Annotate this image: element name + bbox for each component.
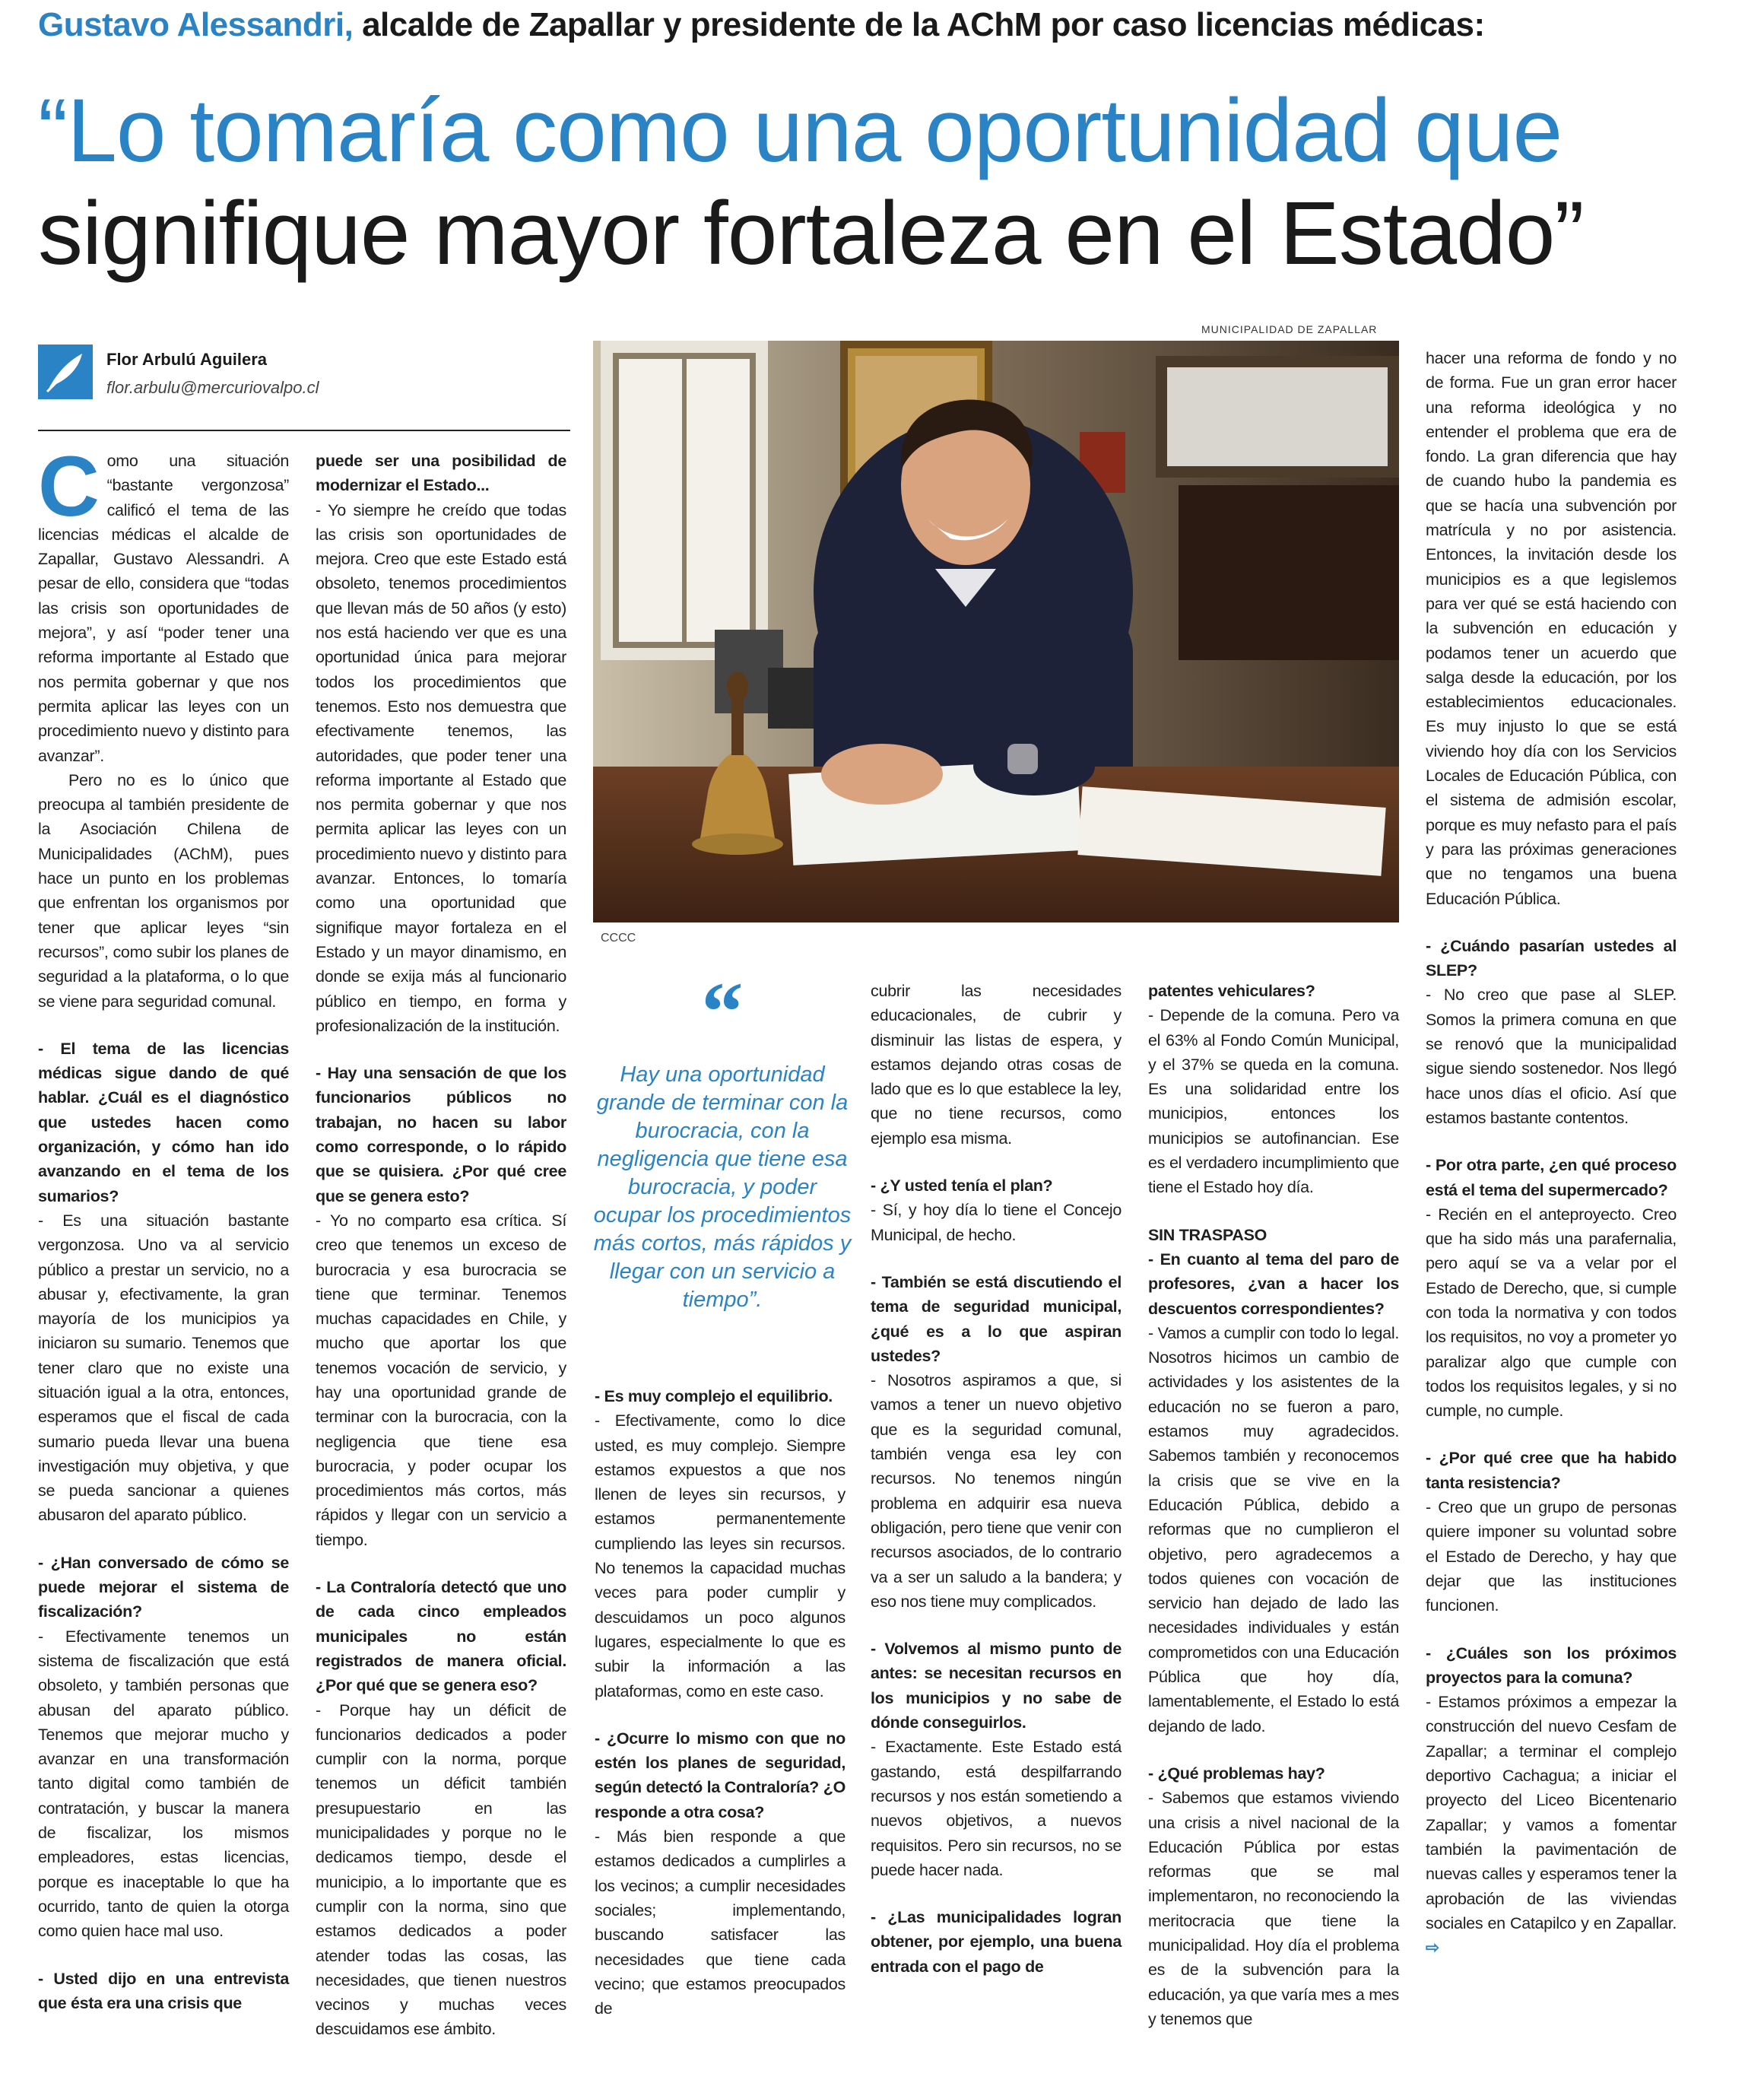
byline-email[interactable]: flor.arbulu@mercuriovalpo.cl <box>106 378 319 397</box>
question: - El tema de las licencias médicas sigue dando de qué hablar. ¿Cuál es el diagnóstico que ustedes hacen como organización, y cómo han ido avanzando en el tema de los sumarios? <box>38 1039 289 1205</box>
question: - ¿Qué problemas hay? <box>1148 1764 1325 1783</box>
question: - ¿Ocurre lo mismo con que no estén los planes de seguridad, según detectó la Contraloría? ¿O responde a otra cosa? <box>595 1729 846 1821</box>
feather-icon <box>38 345 93 399</box>
question: - ¿Cuándo pasarían ustedes al SLEP? <box>1426 936 1677 980</box>
answer: - Depende de la comuna. Pero va el 63% al Fondo Común Municipal, y el 37% se queda en la comuna. Es una solidaridad entre los municipios, entonces los municipios se autofinancian. Ese es el verdadero incumplimiento que tiene el Estado hoy día. <box>1148 1006 1399 1197</box>
column-3 <box>595 1384 846 2021</box>
answer: - Vamos a cumplir con todo lo legal. Nosotros hicimos un cambio de actividades y los asistentes de la educación no se fueron a paro, estamos muy agradecidos. Sabemos también y reconocemos la crisis que se vive en la Educación Pública, debido a reformas que no cumplieron el objetivo, pero agradecemos a todos quienes con vocación de servicio han dejado de lado las necesidades individuales y están comprometidos con una Educación Pública que hoy día, lamentablemente, el Estado lo está dejando de lado. <box>1148 1323 1399 1735</box>
answer: - Efectivamente tenemos un sistema de fiscalización que está obsoleto, y también personas que abusan del aparato público. Tenemos que mejorar mucho y avanzar en una transformación tanto digital como también de contratación, y buscar la manera de fiscalizar, los mismos empleadores, estas licencias, porque es inaceptable lo que ha ocurrido, tanto de quien la otorga como quien hace mal uso. <box>38 1627 289 1941</box>
answer: - Es una situación bastante vergonzosa. Uno va al servicio público a prestar un servicio, no a abusar y, efectivamente, la gran mayoría de los municipios ya iniciaron su sumario. Tenemos que tener claro que no existe una situación igual a la otra, entonces, esperamos que el fiscal de cada sumario pueda llevar una buena investigación muy objetiva, y que se pueda sancionar a quienes abusaron del aparato público. <box>38 1211 289 1525</box>
answer: - Estamos próximos a empezar la construcción del nuevo Cesfam de Zapallar; a terminar el complejo deportivo Cachagua; a iniciar el proyecto del Liceo Bicentenario Zapallar; y vamos a fomentar también la pavimentación de nuevas calles y esperamos tener la aprobación de las viviendas sociales en Catapilco y en Zapallar. <box>1426 1693 1677 1932</box>
answer: - No creo que pase al SLEP. Somos la primera comuna en que se renovó que la municipalidad sigue siendo sostenedor. Nos llegó hace unos días el oficio. Así que estamos bastante contentos. <box>1426 986 1677 1127</box>
column-6 <box>1426 346 1677 1960</box>
kicker-rest: alcalde de Zapallar y presidente de la AChM por caso licencias médicas: <box>353 6 1485 43</box>
question: - La Contraloría detectó que uno de cada cinco empleados municipales no están registrados de manera oficial. ¿Por qué que se genera eso? <box>316 1578 566 1695</box>
answer: - Sabemos que estamos viviendo una crisis a nivel nacional de la Educación Pública por estas reformas que se mal implementaron, no reconociendo la meritocracia que tiene la municipalidad. Hoy día el problema es de la subvención para la educación, ya que varía mes a mes y tenemos que <box>1148 1789 1399 2028</box>
answer: - Sí, y hoy día lo tiene el Concejo Municipal, de hecho. <box>871 1201 1122 1244</box>
article-photo <box>593 341 1399 922</box>
photo-credit: MUNICIPALIDAD DE ZAPALLAR <box>1201 323 1378 335</box>
headline-line-1: “Lo tomaría como una oportunidad que <box>38 81 1563 181</box>
paragraph: Pero no es lo único que preocupa al también presidente de la Asociación Chilena de Municipalidades (AChM), pues hace un punto en los problemas que enfrentan los organismos por tener que aplicar leyes “sin recursos”, como subir los planes de seguridad a la plataforma, o lo que se viene para seguridad comunal. <box>38 770 289 1011</box>
kicker-name: Gustavo Alessandri, <box>38 6 354 43</box>
column-2 <box>316 449 566 2042</box>
byline-author: Flor Arbulú Aguilera <box>106 350 268 369</box>
question: puede ser una posibilidad de modernizar el Estado... <box>316 452 566 495</box>
pull-quote <box>593 965 852 1314</box>
column-5 <box>1148 979 1399 2031</box>
question: - En cuanto al tema del paro de profesores, ¿van a hacer los descuentos correspondientes? <box>1148 1249 1399 1318</box>
answer: - Yo no comparto esa crítica. Sí creo que tenemos un exceso de burocracia y esa burocracia se tiene que terminar. Tenemos muchas capacidades en Chile, y mucho que aportar los que tenemos vocación de servicio, y hay una oportunidad grande de terminar con la burocracia, con la negligencia que tiene esa burocracia, y poder ocupar los procedimientos más cortos, más rápidos y llegar con un servicio a tiempo. <box>316 1211 566 1549</box>
question: patentes vehiculares? <box>1148 982 1315 1000</box>
photo-caption: CCCC <box>601 932 636 945</box>
subheading: SIN TRASPASO <box>1148 1225 1267 1244</box>
question: - También se está discutiendo el tema de seguridad municipal, ¿qué es a lo que aspiran ustedes? <box>871 1272 1122 1365</box>
headline-line-2: signifique mayor fortaleza en el Estado” <box>38 183 1584 284</box>
kicker <box>38 6 1485 44</box>
answer: - Recién en el anteproyecto. Creo que ha sido más una parafernalia, pero aquí se va a velar por el Estado de Derecho, que, si cumple con toda la normativa y con todos los requisitos, no voy a prometer yo paralizar algo que cumple con todos los requisitos legales, y si no cumple, no cumple. <box>1426 1205 1677 1421</box>
question: - ¿Han conversado de cómo se puede mejorar el sistema de fiscalización? <box>38 1553 289 1621</box>
question: - Es muy complejo el equilibrio. <box>595 1387 833 1405</box>
question: - Hay una sensación de que los funcionarios públicos no trabajan, no hacen su labor como corresponde, o lo rápido que se quisiera. ¿Por qué cree que se genera esto? <box>316 1064 566 1205</box>
question: - ¿Y usted tenía el plan? <box>871 1176 1053 1196</box>
answer: hacer una reforma de fondo y no de forma. Fue un gran error hacer una reforma ideológica y no entender el problema que era de fondo. La gran diferencia que hay de cuando hubo la pandemia es que se hacía una subvención por matrícula y no por asistencia. Entonces, la invitación desde los municipios es a que legislemos para ver qué se está haciendo con la subvención en educación y podamos tener un acuerdo que salga desde la educación, por los establecimientos educacionales. Es muy injusto lo que se está viviendo hoy día con los Servicios Locales de Educación Pública, con el sistema de admisión escolar, porque es muy nefasto para el país y para las próximas generaciones que no tengamos una buena Educación Pública. <box>1426 349 1677 908</box>
byline <box>38 338 570 431</box>
question: - Por otra parte, ¿en qué proceso está el tema del supermercado? <box>1426 1156 1677 1199</box>
quote-mark-icon: “ <box>701 965 744 1058</box>
headline <box>38 80 1741 284</box>
question: - ¿Las municipalidades logran obtener, por ejemplo, una buena entrada con el pago de <box>871 1908 1122 1976</box>
question: - ¿Por qué cree que ha habido tanta resistencia? <box>1426 1449 1677 1492</box>
pull-quote-text: Hay una oportunidad grande de terminar con la burocracia, con la negligencia que tiene esa burocracia, y poder ocupar los procedimientos más cortos, más rápidos y llegar con un servicio a tiempo”. <box>593 1062 852 1312</box>
answer: - Nosotros aspiramos a que, si vamos a tener un nuevo objetivo que es la seguridad comunal, también venga esa ley con recursos. No tenemos ningún problema en adquirir esa nueva obligación, pero tiene que venir con recursos asociados, de lo contrario va a ser un saludo a la bandera; y eso nos tiene muy complicados. <box>871 1371 1122 1611</box>
answer: - Efectivamente, como lo dice usted, es muy complejo. Siempre estamos expuestos a que nos llenen de leyes sin recursos, y estamos permanentemente cumpliendo las leyes sin recursos. No tenemos la capacidad muchas veces para poder cumplir y descuidamos un poco algunos lugares, especialmente lo que es subir la información a las plataformas, como en este caso. <box>595 1411 846 1700</box>
question: - Usted dijo en una entrevista que ésta era una crisis que <box>38 1969 289 2012</box>
answer: - Más bien responde a que estamos dedicados a cumplirles a los vecinos; a cumplir necesidades sociales; implementando, buscando satisfacer las necesidades que tiene cada vecino; que estamos preocupados de <box>595 1827 846 2018</box>
answer: - Creo que un grupo de personas quiere imponer su voluntad sobre el Estado de Derecho, y hay que dejar que las instituciones funcionen. <box>1426 1498 1677 1615</box>
column-4 <box>871 979 1122 1979</box>
answer: - Porque hay un déficit de funcionarios dedicados a poder cumplir con la norma, porque tenemos un déficit también presupuestario en las municipalidades y porque no le dedicamos tiempo, desde el municipio, a lo importante que es cumplir con la norma, sino que estamos dedicados a poder atender todas las cosas, las necesidades, que tienen nuestros vecinos y muchas veces descuidamos ese ámbito. <box>316 1700 566 2039</box>
end-arrow-icon: ⇨ <box>1426 1939 1439 1958</box>
answer: cubrir las necesidades educacionales, de cubrir y disminuir las listas de espera, y estamos dejando otras cosas de lado que es lo que establece la ley, que no tiene recursos, como ejemplo esa misma. <box>871 982 1122 1148</box>
intro-paragraph: omo una situación “bastante vergonzosa” calificó el tema de las licencias médicas el alcalde de Zapallar, Gustavo Alessandri. A pesar de ello, considera que “todas las crisis son oportunidades de mejora”, y así “poder tener una reforma importante al Estado que nos permita gobernar y que nos permita aplicar las leyes con un procedimiento nuevo y distinto para avanzar”. <box>38 452 289 765</box>
answer: - Yo siempre he creído que todas las crisis son oportunidades de mejora. Creo que este Estado está obsoleto, tenemos procedimientos que llevan más de 50 años (y esto) nos está haciendo ver que es una oportunidad única para mejorar todos los procedimientos que tenemos. Esto nos demuestra que efectivamente tenemos, las autoridades, que poder tener una reforma importante al Estado que nos permita gobernar y que nos permita aplicar las leyes con un procedimiento nuevo y distinto para avanzar. Entonces, lo tomaría como una oportunidad que signifique mayor fortaleza en el Estado y un mayor dinamismo, en donde se exija más al funcionario público en tiempo, en forma y profesionalización de la institución. <box>316 500 566 1035</box>
question: - ¿Cuáles son los próximos proyectos para la comuna? <box>1426 1643 1677 1687</box>
column-1 <box>38 439 289 2015</box>
drop-cap: C <box>38 439 100 534</box>
answer: - Exactamente. Este Estado está gastando, está despilfarrando recursos y nos están sometiendo a nuevos objetivos, a nuevos requisitos. Pero sin recursos, no se puede hacer nada. <box>871 1738 1122 1879</box>
question: - Volvemos al mismo punto de antes: se necesitan recursos en los municipios y no sabe de dónde conseguirlos. <box>871 1640 1122 1732</box>
